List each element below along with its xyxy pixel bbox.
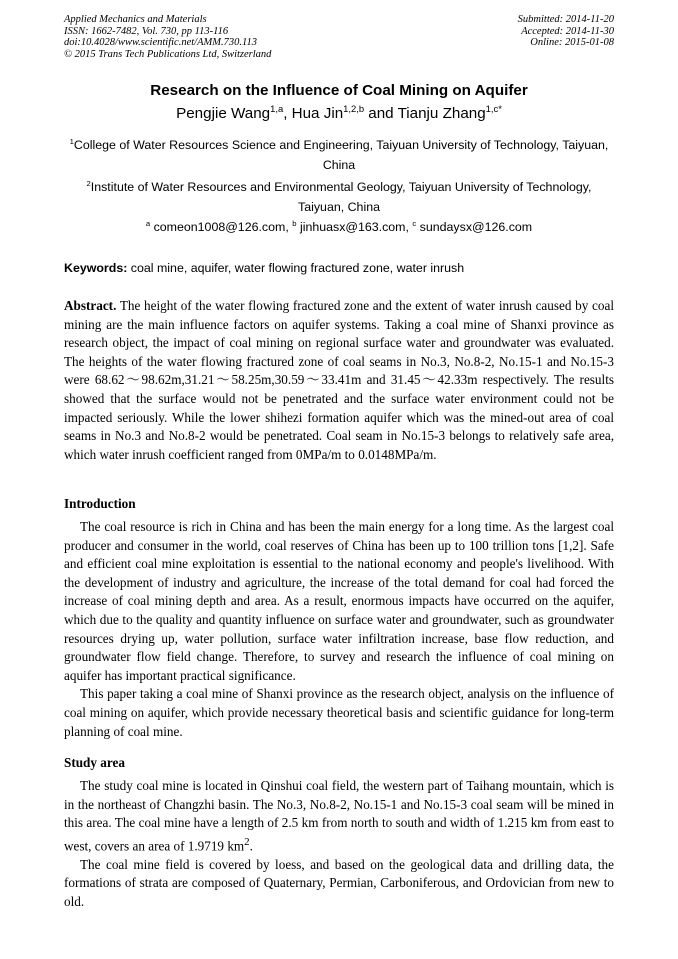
email-marker: a <box>145 218 151 228</box>
paragraph: The coal mine field is covered by loess, and based on the geological data and drilling data, the formations of strata are composed of Quaternary, Permian, Carboniferous, and Ordovician from new to old. <box>64 856 614 909</box>
paragraph-end: . <box>249 838 253 854</box>
paragraph: The coal resource is rich in China and has been the main energy for a long time. As the largest coal producer and consumer in the world, coal reserves of China has been up to 100 trillion tons [1,2]. Safe and efficient coal mine exploitation is essential to the national economy and people's livelihood. With the development of industry and agriculture, the increase of the total demand for coal had forced the increase of coal mining depth and area. As a result, enormous impacts have occurred on the aquifer, which due to the quality and quantity influence on surface water and groundwater, such as groundwater resources drying up, water pollution, surface water infiltration increase, base flow reduction, and groundwater flow field change. Therefore, to survey and research the influence of coal mining on aquifer has important practical significance. <box>64 519 614 683</box>
abstract-text: The height of the water flowing fractured zone and the extent of water inrush caused by coal mining are the main influence factors on aquifer systems. Taking a coal mine of Shanxi province as research object, the impact of coal mining on regional surface water and groundwater was evaluated. The heights of the water flowing fractured zone of coal seams in No.3, No.8-2, No.15-1 and No.15-3 were 68.62～98.62m,31.21～58.25m,30.59～33.41m and 31.45～42.33m respectively. The results showed that the surface would not be penetrated and the surface water environment could not be impacted seriously. While the lower shihezi formation aquifer which was the mined-out area of coal seams in No.3 and No.8-2 would be penetrated. Coal seam in No.15-3 belongs to relatively safe area, which water inrush coefficient ranged from 0MPa/m to 0.0148MPa/m. <box>64 298 614 462</box>
issn-volume-pages: ISSN: 1662-7482, Vol. 730, pp 113-116 <box>64 25 229 37</box>
section-heading-introduction: Introduction <box>64 496 136 511</box>
submitted-date: Submitted: 2014-11-20 <box>517 14 614 25</box>
superscript: 2 <box>244 835 250 848</box>
author-separator: and <box>364 105 398 122</box>
affiliation-1 <box>64 136 614 175</box>
paragraph <box>64 777 614 856</box>
email-marker: c <box>412 218 417 228</box>
accepted-date: Accepted: 2014-11-30 <box>521 25 614 37</box>
affiliation-text: College of Water Resources Science and Engineering, Taiyuan University of Technology, Taiyuan, China <box>73 138 609 172</box>
author-list <box>40 102 638 122</box>
paper-title: Research on the Influence of Coal Mining on Aquifer <box>150 82 528 99</box>
author-name: Hua Jin <box>291 105 344 122</box>
section-heading-study-area: Study area <box>64 755 125 770</box>
paragraph: This paper taking a coal mine of Shanxi province as the research object, analysis on the influence of coal mining on aquifer, which provide necessary theoretical basis and scientific guidance for long-term planning of coal mine. <box>64 686 614 739</box>
affiliation-marker: 2 <box>86 178 91 188</box>
email-address: jinhuasx@163.com, <box>296 220 413 234</box>
keywords-label: Keywords: <box>64 261 128 275</box>
doi: doi:10.4028/www.scientific.net/AMM.730.113 <box>64 37 257 49</box>
affiliation-marker: 1 <box>69 136 74 146</box>
author-affiliation-marker: 1,c* <box>485 102 502 114</box>
keywords-text: coal mine, aquifer, water flowing fractured zone, water inrush <box>127 261 465 275</box>
journal-name: Applied Mechanics and Materials <box>64 14 207 25</box>
author-affiliation-marker: 1,a <box>270 102 284 114</box>
keywords <box>64 261 624 275</box>
author-name: Pengjie Wang <box>176 105 271 122</box>
abstract-label: Abstract. <box>64 298 117 313</box>
study-area-section <box>64 777 614 912</box>
introduction-section <box>64 518 614 741</box>
author-separator: , <box>283 105 292 122</box>
paragraph-text: The study coal mine is located in Qinshui coal field, the western part of Taihang mountain, which is in the northeast of Changzhi basin. The No.3, No.8-2, No.15-1 and No.15-3 coal seam will be mined in this area. The coal mine have a length of 2.5 km from north to south and width of 1.215 km from east to west, covers an area of 1.9719 km <box>64 778 614 854</box>
copyright: © 2015 Trans Tech Publications Ltd, Switzerland <box>64 48 272 60</box>
journal-header-left <box>64 14 271 60</box>
author-affiliation-marker: 1,2,b <box>343 102 365 114</box>
author-name: Tianju Zhang <box>397 105 486 122</box>
email-address: sundaysx@126.com <box>416 220 533 234</box>
email-marker: b <box>292 218 297 228</box>
email-address: comeon1008@126.com, <box>150 220 293 234</box>
journal-header-right <box>518 14 614 49</box>
author-emails <box>40 220 638 234</box>
online-date: Online: 2015-01-08 <box>530 37 614 49</box>
affiliation-2 <box>64 178 614 217</box>
affiliation-text: Institute of Water Resources and Environmental Geology, Taiyuan University of Technology, Taiyuan, China <box>90 180 592 214</box>
abstract <box>64 297 614 464</box>
